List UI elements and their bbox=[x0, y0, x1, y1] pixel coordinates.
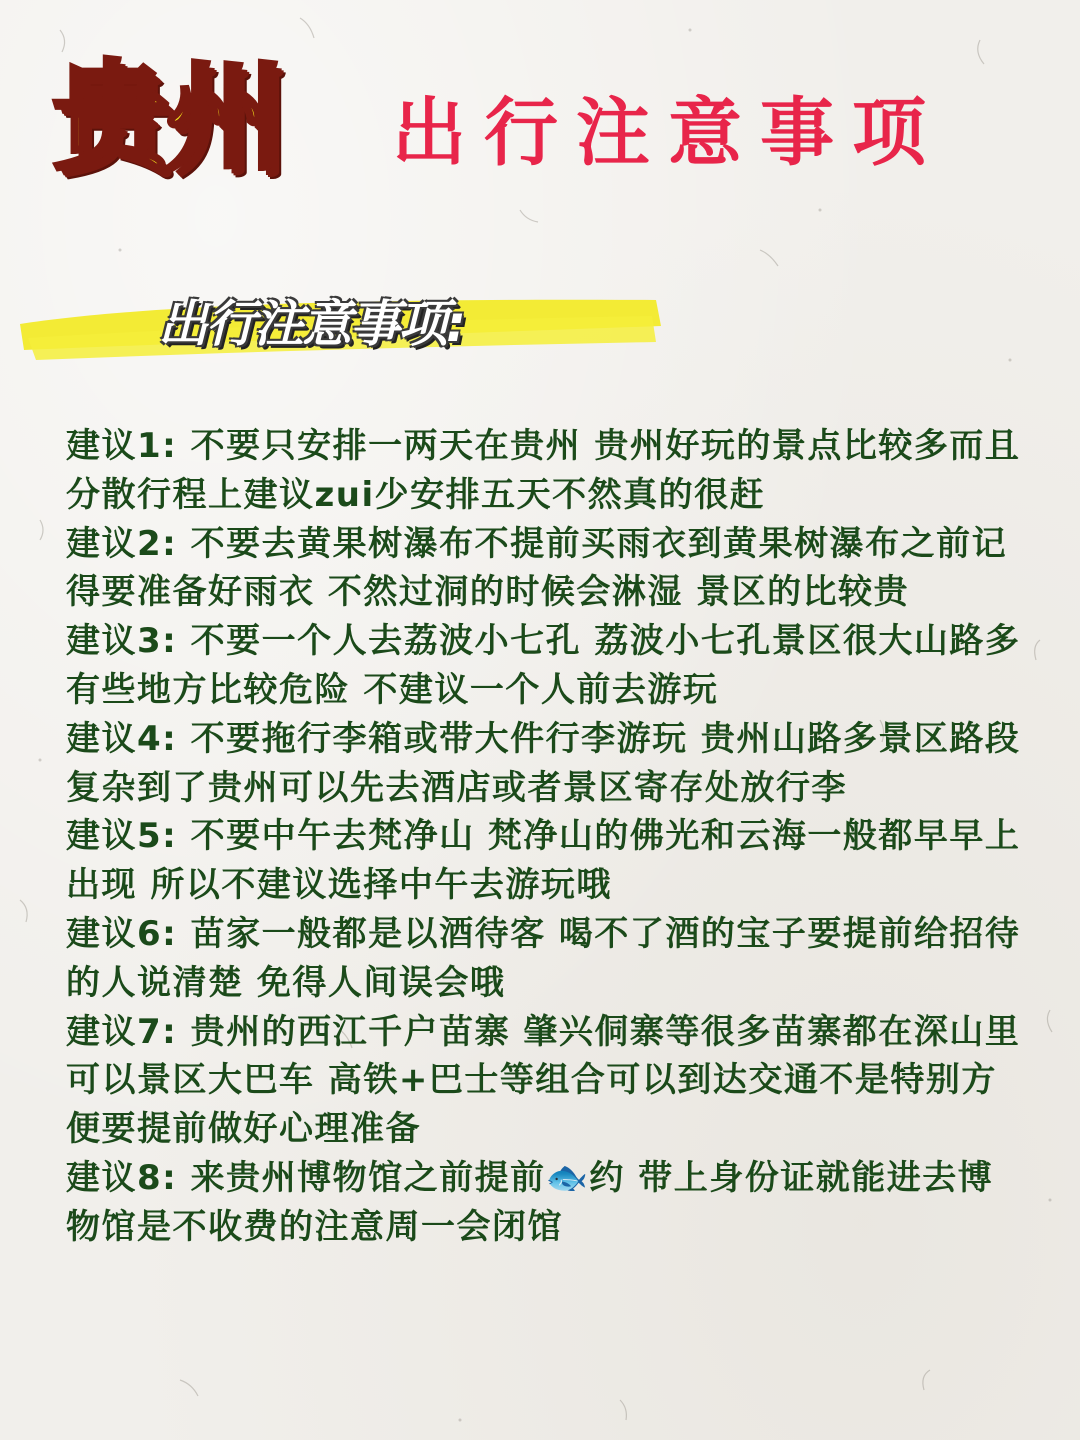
section-heading: 出行注意事项: bbox=[158, 295, 464, 353]
tip-item: 建议1: 不要只安排一两天在贵州 贵州好玩的景点比较多而且分散行程上建议zui少安排五天不然真的很赶 bbox=[66, 426, 1021, 515]
tip-item: 建议3: 不要一个人去荔波小七孔 荔波小七孔景区很大山路多有些地方比较危险 不建议一个人前去游玩 bbox=[66, 621, 1021, 710]
tips-list bbox=[66, 422, 1026, 1252]
tip-item: 建议8: 来贵州博物馆之前提前🐟约 带上身份证就能进去博物馆是不收费的注意周一会闭馆 bbox=[66, 1157, 994, 1247]
page-title: 贵州 bbox=[52, 48, 281, 186]
tip-item: 建议2: 不要去黄果树瀑布不提前买雨衣到黄果树瀑布之前记得要准备好雨衣 不然过洞的时候会淋湿 景区的比较贵 bbox=[66, 523, 1008, 613]
page-subtitle: 出行注意事项 bbox=[392, 90, 944, 176]
tip-item: 建议7: 贵州的西江千户苗寨 肇兴侗寨等很多苗寨都在深山里可以景区大巴车 高铁+巴士等组合可以到达交通不是特别方便要提前做好心理准备 bbox=[66, 1011, 1021, 1150]
tip-item: 建议4: 不要拖行李箱或带大件行李游玩 贵州山路多景区路段复杂到了贵州可以先去酒店或者景区寄存处放行李 bbox=[66, 718, 1021, 808]
tip-item: 建议6: 苗家一般都是以酒待客 喝不了酒的宝子要提前给招待的人说清楚 免得人间误会哦 bbox=[66, 913, 1021, 1003]
tip-item: 建议5: 不要中午去梵净山 梵净山的佛光和云海一般都早早上出现 所以不建议选择中午去游玩哦 bbox=[66, 816, 1021, 906]
